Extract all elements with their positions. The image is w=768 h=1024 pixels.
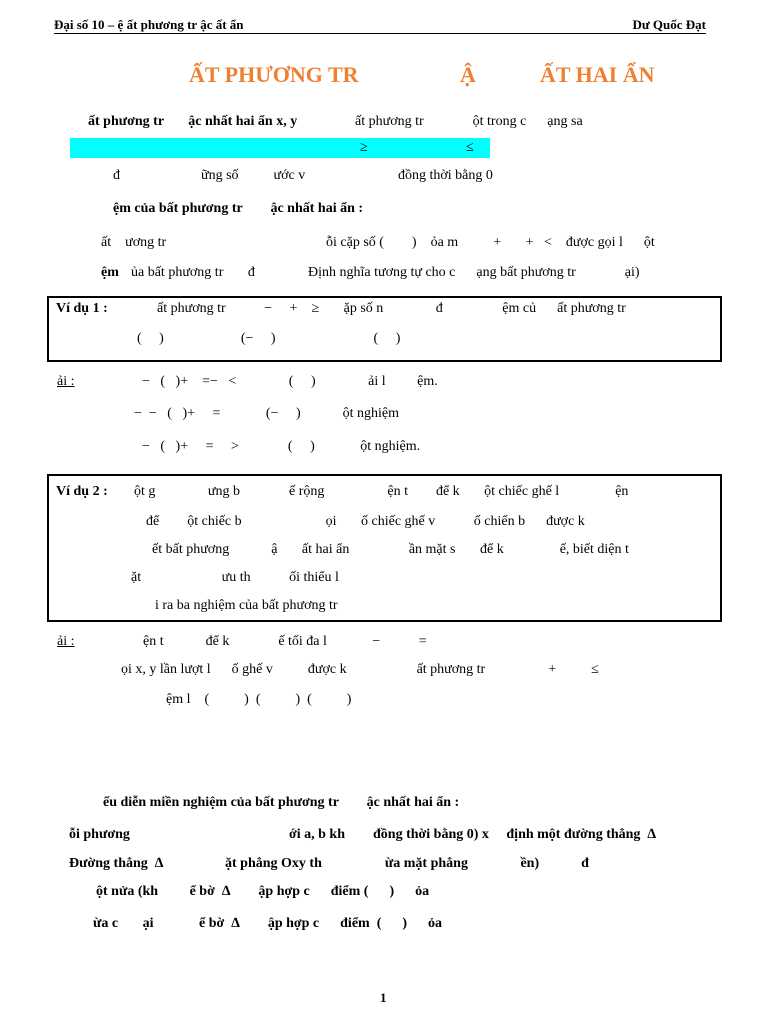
page-title-part2: Ậ bbox=[460, 62, 476, 87]
solution-def-a: ất ương tr bbox=[101, 235, 167, 250]
header-right: Dư Quốc Đạt bbox=[632, 17, 706, 32]
formula-highlight bbox=[70, 138, 490, 158]
solution-1-label: ải : bbox=[57, 374, 75, 389]
solution-2-line2: ọi x, y lần lượt l ố ghế v được k ất phương tr + ≤ bbox=[121, 662, 599, 677]
example-1-box bbox=[47, 296, 722, 362]
example-2-box bbox=[47, 474, 722, 622]
definition-note-b: ững số ước v bbox=[201, 168, 306, 183]
region-line2-b: ặt phẳng Oxy th ừa mặt phẳng ền) đ bbox=[225, 856, 589, 871]
region-line3: ột nửa (kh ể bờ ∆ ập hợp c điểm ( ) ỏa bbox=[96, 884, 430, 899]
solution-1-line1: − ( )+ =− < ( ) ải l ệm. bbox=[142, 374, 438, 389]
page-header bbox=[54, 15, 706, 34]
example-2-line2: để ột chiếc b ọi ố chiếc ghế v ố chiến b được k bbox=[146, 514, 585, 529]
solution-2-line3: ệm l ( ) ( ) ( ) bbox=[166, 692, 352, 707]
definition-note-a: đ bbox=[113, 168, 120, 183]
section-heading-solutions: ệm của bất phương tr ậc nhất hai ẩn : bbox=[113, 201, 364, 216]
page-title-part1: ẤT PHƯƠNG TR bbox=[189, 62, 359, 87]
solution-def-c: ệm bbox=[101, 265, 119, 280]
region-line2-a: Đường thẳng ∆ bbox=[69, 856, 164, 871]
formula-symbol-geq: ≥ bbox=[360, 140, 368, 155]
section-heading-region: ểu diễn miền nghiệm của bất phương tr ậc nhất hai ẩn : bbox=[103, 795, 460, 810]
region-line4: ừa c ại ể bờ ∆ ập hợp c điểm ( ) ỏa bbox=[93, 916, 443, 931]
solution-1-line3: − ( )+ = > ( ) ột nghiệm. bbox=[142, 439, 421, 454]
example-2-line4: ặt ưu th ối thiểu l bbox=[131, 570, 339, 585]
definition-note-c: đồng thời bằng 0 bbox=[398, 168, 493, 183]
solution-def-b: ỗi cặp số ( ) ỏa m + + < được gọi l ột bbox=[326, 235, 655, 250]
example-1-prompt: ất phương tr − + ≥ ặp số n đ ệm củ ất phương tr bbox=[157, 301, 626, 316]
solution-2-label: ải : bbox=[57, 634, 75, 649]
example-1-points: ( ) (− ) ( ) bbox=[137, 331, 401, 346]
definition-text: ất phương tr ột trong c ạng sa bbox=[355, 114, 583, 129]
page-title-part3: ẤT HAI ẨN bbox=[540, 62, 655, 87]
page-number: 1 bbox=[380, 990, 387, 1005]
solution-1-line2: − − ( )+ = (− ) ột nghiệm bbox=[134, 406, 400, 421]
region-line1-a: ỗi phương bbox=[69, 827, 130, 842]
solution-2-line1: ện t để k ế tối đa l − = bbox=[143, 634, 427, 649]
example-2-label: Ví dụ 2 : bbox=[56, 484, 108, 499]
example-2-line5: i ra ba nghiệm của bất phương tr bbox=[155, 598, 338, 613]
solution-def-e: Định nghĩa tương tự cho c ạng bất phương tr ại) bbox=[308, 265, 640, 280]
definition-text-bold: ất phương tr ậc nhất hai ẩn x, y bbox=[88, 114, 298, 129]
example-1-label: Ví dụ 1 : bbox=[56, 301, 108, 316]
formula-symbol-leq: ≤ bbox=[466, 140, 474, 155]
solution-def-d: ủa bất phương tr đ bbox=[131, 265, 255, 280]
region-line1-b: ới a, b kh đồng thời bằng 0) x định một đường thẳng ∆ bbox=[289, 827, 656, 842]
example-2-line3: ết bất phương ậ ất hai ẩn ần mặt s để k ế, biết diện t bbox=[152, 542, 629, 557]
header-left: Đại số 10 – ệ ất phương tr ậc ất ẩn bbox=[54, 17, 244, 32]
example-2-line1: ột g ưng b ế rộng ện t để k ột chiếc ghế l ện bbox=[134, 484, 629, 499]
